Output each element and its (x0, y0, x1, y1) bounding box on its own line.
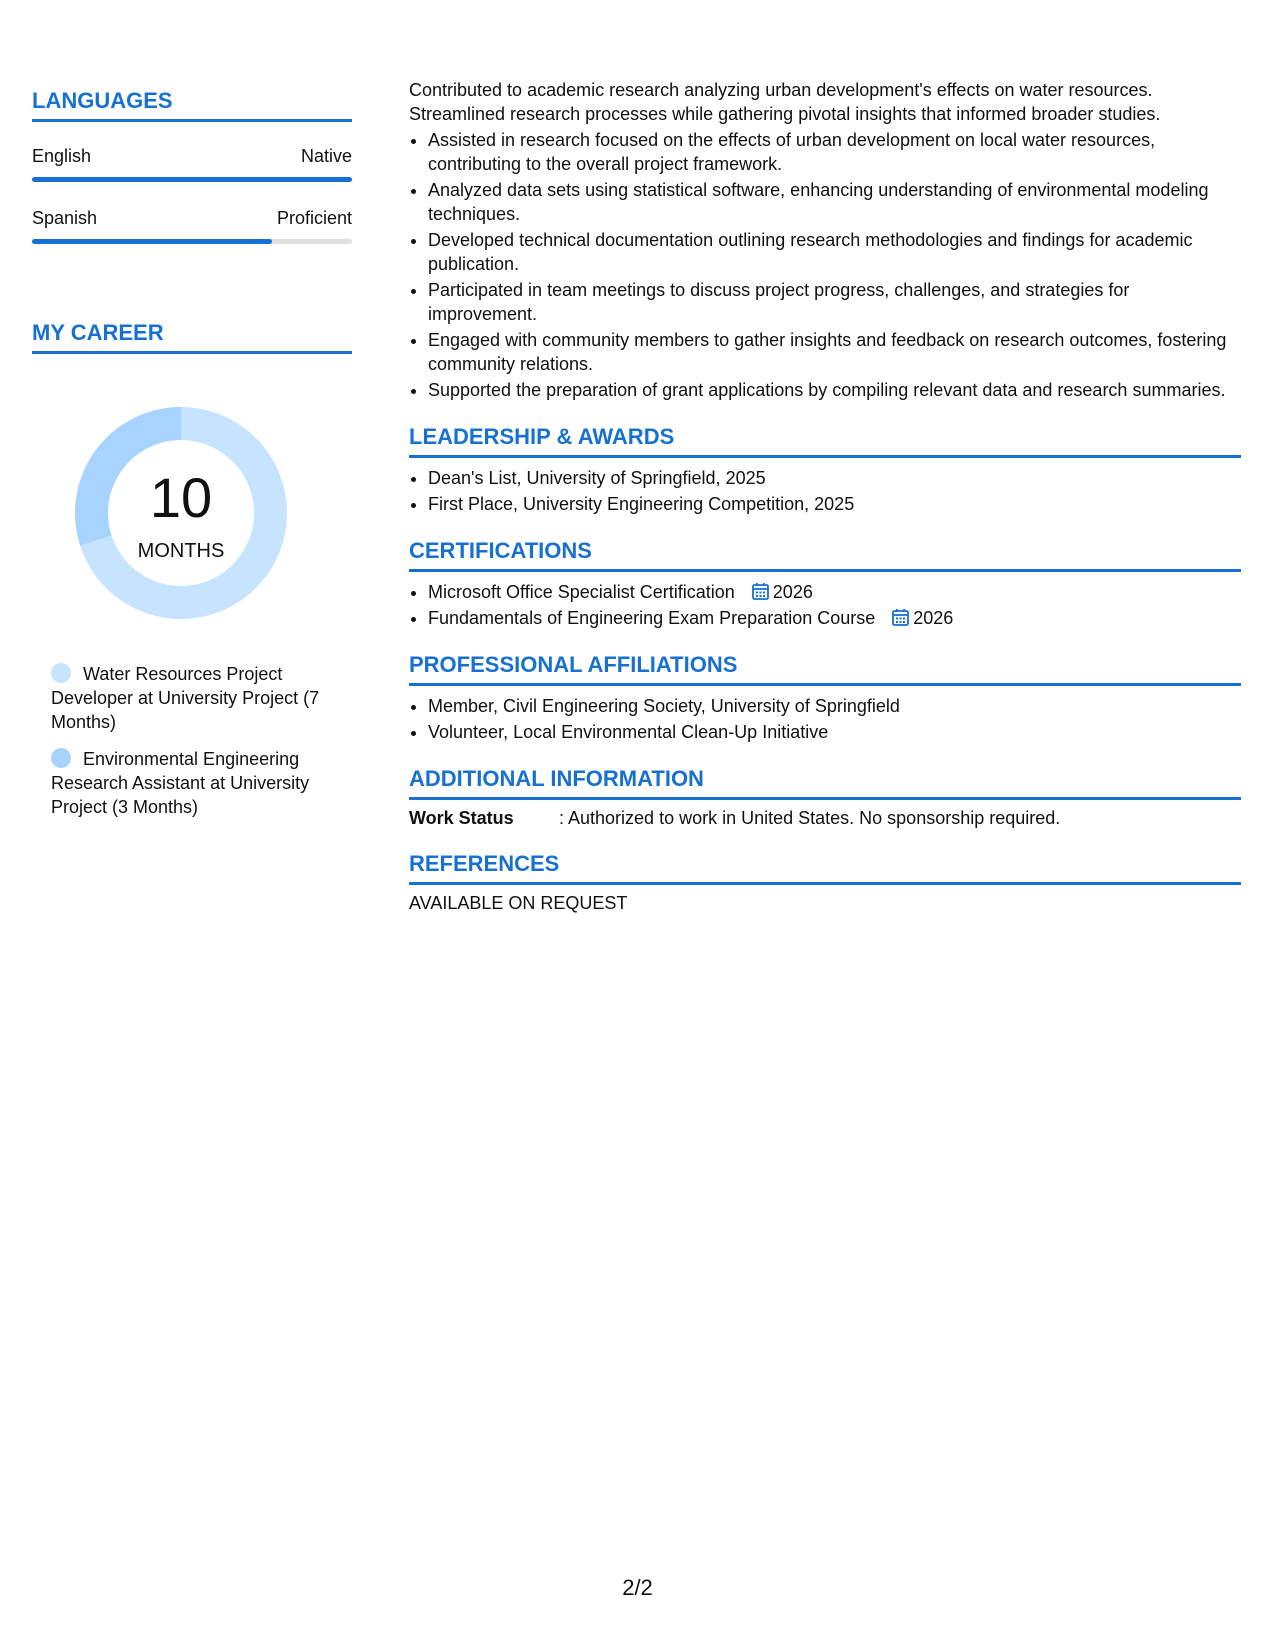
languages-heading: LANGUAGES (32, 88, 352, 122)
language-bar (32, 239, 352, 244)
work-status-row (409, 808, 1241, 829)
career-total-unit: MONTHS (137, 540, 225, 562)
affiliations-heading: PROFESSIONAL AFFILIATIONS (409, 652, 1241, 686)
affiliation-item: • Member, Civil Engineering Society, University of Springfield (428, 694, 1241, 718)
experience-section (409, 78, 1241, 402)
experience-bullet: • Analyzed data sets using statistical software, enhancing understanding of environmental modeling techniques. (428, 178, 1241, 226)
career-legend (32, 662, 352, 819)
certification-item (428, 580, 1241, 604)
language-name: English (32, 146, 92, 166)
language-bar-fill (32, 239, 272, 244)
calendar-icon (752, 582, 769, 600)
page-number: 2/2 (622, 1575, 653, 1600)
experience-summary: Streamlined research processes while gathering pivotal insights that informed broader studies. (409, 104, 1161, 124)
certification-item (428, 606, 1241, 630)
language-level: Native (300, 146, 352, 166)
certifications-heading: CERTIFICATIONS (409, 538, 1241, 572)
experience-bullet: • Supported the preparation of grant applications by compiling relevant data and research summaries. (428, 378, 1241, 402)
legend-dot-icon (51, 748, 71, 768)
leadership-heading: LEADERSHIP & AWARDS (409, 424, 1241, 458)
language-level: Proficient (276, 208, 352, 228)
experience-bullets (409, 128, 1241, 402)
certification-name: Microsoft Office Specialist Certification (428, 582, 735, 602)
affiliations-list (409, 694, 1241, 744)
work-status-value: : Authorized to work in United States. No sponsorship required. (559, 808, 1061, 828)
experience-bullet: • Assisted in research focused on the effects of urban development on local water resources, contributing to the overall project framework. (428, 128, 1241, 176)
leadership-list (409, 466, 1241, 516)
leadership-section (409, 424, 1241, 516)
career-legend-label: Environmental Engineering Research Assistant at University Project (3 Months) (51, 749, 310, 817)
references-section (409, 851, 1241, 914)
affiliations-section (409, 652, 1241, 744)
career-heading: MY CAREER (32, 320, 352, 354)
certifications-section (409, 538, 1241, 630)
left-column (32, 88, 352, 832)
career-legend-item (51, 662, 352, 734)
language-name: Spanish (32, 208, 98, 228)
legend-dot-icon (51, 663, 71, 683)
experience-summary: Contributed to academic research analyzing urban development's effects on water resources. (409, 80, 1153, 100)
experience-bullet: • Participated in team meetings to discuss project progress, challenges, and strategies for improvement. (428, 278, 1241, 326)
calendar-icon (892, 608, 909, 626)
certification-name: Fundamentals of Engineering Exam Preparation Course (428, 608, 876, 628)
certification-year: 2026 (913, 608, 954, 628)
leadership-item: • First Place, University Engineering Competition, 2025 (428, 492, 1241, 516)
right-column (409, 78, 1241, 914)
leadership-item: • Dean's List, University of Springfield, 2025 (428, 466, 1241, 490)
career-legend-item (51, 747, 352, 819)
certifications-list (409, 580, 1241, 630)
language-item-english (32, 146, 352, 182)
references-text: AVAILABLE ON REQUEST (409, 893, 628, 913)
career-legend-label: Water Resources Project Developer at University Project (7 Months) (51, 664, 320, 732)
additional-heading: ADDITIONAL INFORMATION (409, 766, 1241, 800)
experience-bullet: • Developed technical documentation outlining research methodologies and findings for academic publication. (428, 228, 1241, 276)
affiliation-item: • Volunteer, Local Environmental Clean-Up Initiative (428, 720, 1241, 744)
references-heading: REFERENCES (409, 851, 1241, 885)
language-bar (32, 177, 352, 182)
additional-section (409, 766, 1241, 829)
career-donut-chart (66, 398, 296, 628)
career-total-value: 10 (149, 466, 213, 529)
language-bar-fill (32, 177, 352, 182)
experience-bullet: • Engaged with community members to gather insights and feedback on research outcomes, fostering community relations. (428, 328, 1241, 376)
language-item-spanish (32, 208, 352, 244)
certification-year: 2026 (772, 582, 813, 602)
work-status-label: Work Status (409, 808, 514, 828)
